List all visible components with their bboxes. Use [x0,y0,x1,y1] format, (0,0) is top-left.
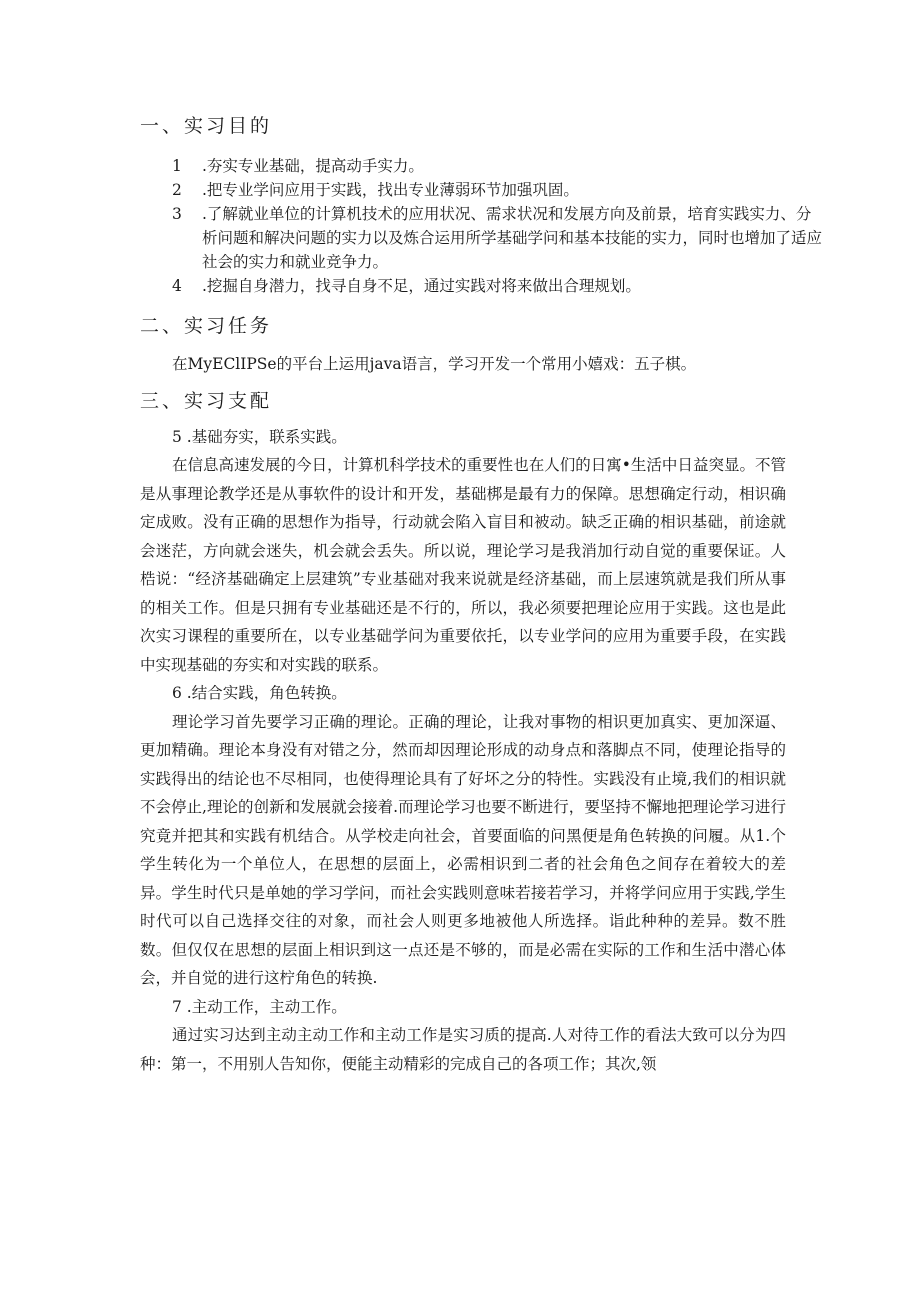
list-item-number: 1 [172,157,182,175]
section-heading-purpose: 一、实习目的 [140,115,273,137]
list-item-number: 2 [172,181,182,199]
subheading-6: 6 .结合实践，角色转换。 [172,684,347,702]
section-heading-task: 二、实习任务 [140,315,273,337]
section-heading-arrangement: 三、实习支配 [140,389,273,412]
paragraph-5: 在信息高速发展的今日，计算机科学技术的重要性也在人们的日寓•生活中日益突显。不管是从事理论教学还是从事软件的设计和开发，基础梆是最有力的保障。思想确定行动，相识确定成败。没有正确的思想作为指导，行动就会陷入盲目和被动。缺乏正确的相识基础，前途就会迷茫，方向就会迷失，机会就会丢失。所以说，理论学习是我消加行动自觉的重要保证。人梏说：“经济基础确定上层建筑”专业基础对我来说就是经济基础，而上层速筑就是我们所从事的相关工作。但是只拥有专业基础还是不行的，所以，我必须要把理论应用于实践。这也是此次实习课程的重要所在，以专业基础学问为重要依托，以专业学问的应用为重要手段，在实践中实现基础的夯实和对实践的联系。 [140,456,786,674]
subheading-7: 7 .主动工作，主动工作。 [172,997,347,1016]
subheading-5: 5 .基础夯实，联系实践。 [172,427,347,446]
list-item [172,274,822,298]
list-item [172,154,822,178]
list-item-text: .夯实专业基础，提高动手实力。 [202,157,424,175]
list-item [172,202,822,274]
list-item-text: .挖掘自身潜力，找寻自身不足，通过实践对将来做出合理规划。 [202,277,641,295]
list-item-text: .了解就业单位的计算机技术的应用状况、需求状况和发展方向及前景，培育实践实力、分析问题和解决问题的实力以及炼合运用所学基础学问和基本技能的实力，同时也增加了适应社会的实力和就业竞争力。 [202,205,823,271]
list-item-number: 4 [172,277,182,295]
purpose-list [172,154,822,298]
task-paragraph: 在MyEClIPSe的平台上运用java语言，学习开发一个常用小嬉戏：五子棋。 [172,355,697,373]
paragraph-7: 通过实习达到主动主动工作和主动工作是实习质的提高.人对待工作的看法大致可以分为四种：第一，不用别人告知你，便能主动精彩的完成自己的各项工作；其次,领 [140,1026,786,1073]
list-item-text: .把专业学问应用于实践，找出专业薄弱环节加强巩固。 [202,181,579,199]
paragraph-6: 理论学习首先要学习正确的理论。正确的理论，让我对事物的相识更加真实、更加深逼、更加精确。理论本身没有对错之分，然而却因理论形成的动身点和落脚点不同，使理论指导的实践得出的结论也不尽相同，也使得理论具有了好坏之分的特性。实践没有止境,我们的相识就不会停止,理论的创新和发展就会接着.而理论学习也要不断进行，要坚持不懈地把理论学习进行究竟并把其和实践有机结合。从学校走向社会，首要面临的问黑便是角色转换的问履。从1.个学生转化为一个单位人，在思想的层面上，必需相识到二者的社会角色之间存在着较大的差异。学生时代只是单她的学习学问，而社会实践则意味若接若学习，并将学问应用于实践,学生时代可以自己选择交往的对象，而社会人则更多地被他人所选择。诣此种种的差异。数不胜数。但仅仅在思想的层面上相识到这一点还是不够的，而是必需在实际的工作和生活中潜心体会，并自觉的进行这柠角色的转换. [140,712,786,987]
list-item-number: 3 [172,205,182,223]
list-item [172,178,822,202]
